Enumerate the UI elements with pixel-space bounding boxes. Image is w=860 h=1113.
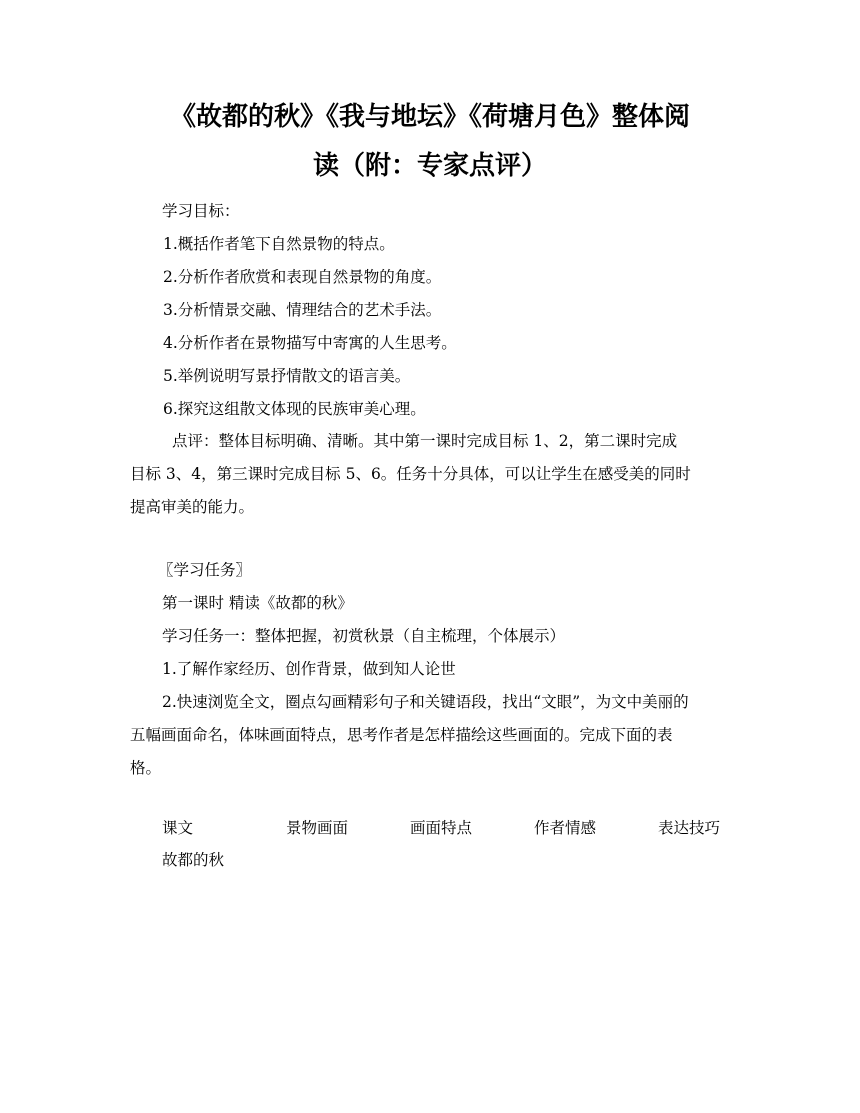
document-title-line-2: 读（附：专家点评） <box>312 151 547 181</box>
document-title-line-1: 《故都的秋》《我与地坛》《荷塘月色》整体阅 <box>169 102 690 132</box>
objective-item-6: 6.探究这组散文体现的民族审美心理。 <box>163 400 426 418</box>
task-1-heading: 学习任务一：整体把握，初赏秋景（自主梳理，个体展示） <box>162 627 566 645</box>
table-header-cell: 作者情感 <box>534 819 597 837</box>
expert-comment-line-2: 目标 3、4，第三课时完成目标 5、6。任务十分具体，可以让学生在感受美的同时 <box>130 465 691 483</box>
task-1-step-2-line-1: 2.快速浏览全文，圈点勾画精彩句子和关键语段，找出“文眼”，为文中美丽的 <box>162 693 689 711</box>
lesson-1-heading: 第一课时 精读《故都的秋》 <box>162 594 353 612</box>
expert-comment-line-1: 点评：整体目标明确、清晰。其中第一课时完成目标 1、2，第二课时完成 <box>172 432 678 450</box>
table-header-cell: 画面特点 <box>410 819 473 837</box>
task-1-step-1: 1.了解作家经历、创作背景，做到知人论世 <box>162 660 456 678</box>
task-1-step-2-line-3: 格。 <box>130 759 162 777</box>
objective-item-3: 3.分析情景交融、情理结合的艺术手法。 <box>163 301 442 319</box>
table-header-row <box>162 818 726 838</box>
table-row <box>162 850 726 870</box>
objectives-heading: 学习目标： <box>162 202 240 220</box>
objective-item-1: 1.概括作者笔下自然景物的特点。 <box>163 235 395 253</box>
table-header-cell: 景物画面 <box>286 819 349 837</box>
table-header-cell: 课文 <box>162 819 194 837</box>
objective-item-5: 5.举例说明写景抒情散文的语言美。 <box>163 367 411 385</box>
objective-item-2: 2.分析作者欣赏和表现自然景物的角度。 <box>163 268 442 286</box>
expert-comment-line-3: 提高审美的能力。 <box>130 498 255 516</box>
table-cell: 故都的秋 <box>162 851 225 869</box>
task-1-step-2-line-2: 五幅画面命名，体味画面特点，思考作者是怎样描绘这些画面的。完成下面的表 <box>130 726 673 744</box>
table-header-cell: 表达技巧 <box>658 819 721 837</box>
objective-item-4: 4.分析作者在景物描写中寄寓的人生思考。 <box>163 334 457 352</box>
tasks-heading: 〖学习任务〗 <box>158 561 252 579</box>
